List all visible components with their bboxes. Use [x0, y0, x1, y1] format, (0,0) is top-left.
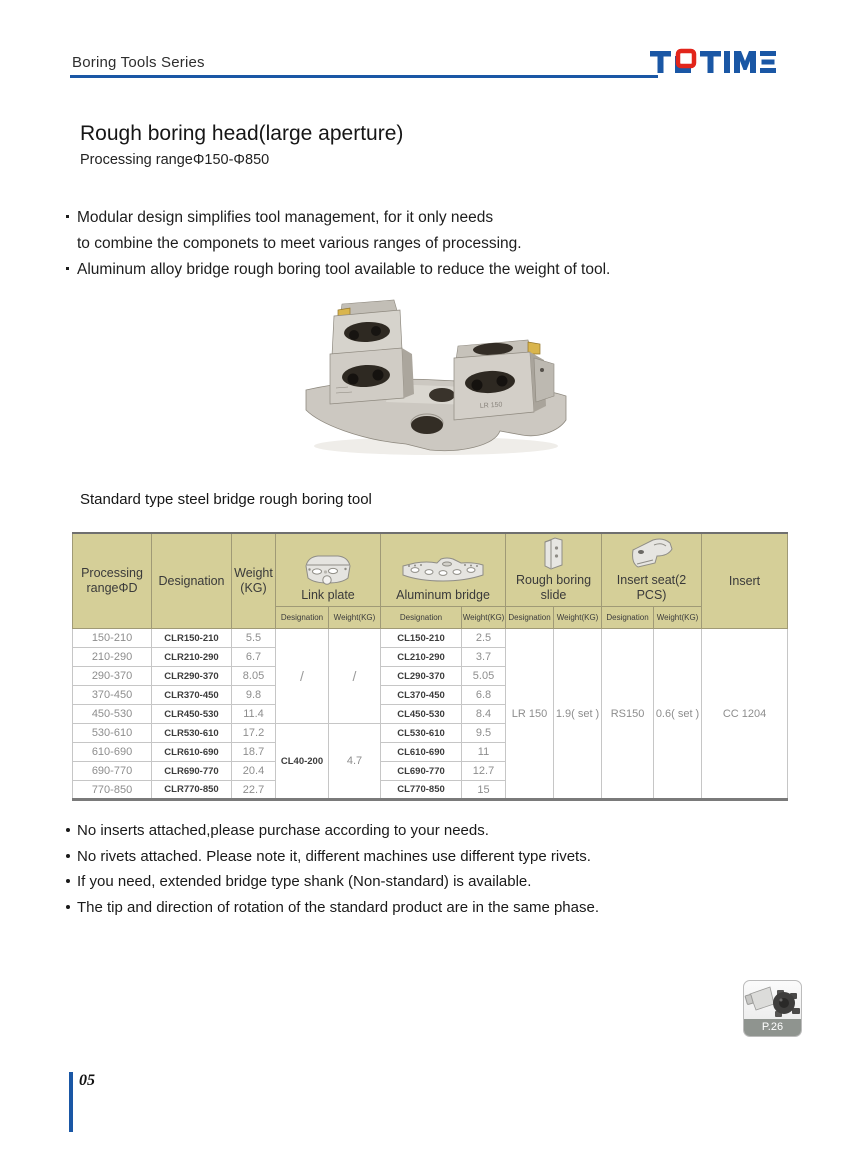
cell-bridge-weight: 6.8 [462, 686, 506, 705]
subheader-weight: Weight(KG) [654, 607, 702, 629]
cell-range: 370-450 [73, 686, 152, 705]
cell-weight: 11.4 [232, 705, 276, 724]
page-ref-card[interactable] [743, 980, 802, 1037]
cell-bridge-designation: CL690-770 [381, 762, 462, 781]
cell-insert: CC 1204 [702, 629, 788, 800]
spec-table [72, 532, 788, 801]
subheader-designation: Designation [602, 607, 654, 629]
cell-bridge-weight: 5.05 [462, 667, 506, 686]
table-row [73, 629, 788, 648]
notes-list [66, 818, 599, 920]
cell-bridge-weight: 15 [462, 781, 506, 800]
cell-designation: CLR290-370 [152, 667, 232, 686]
product-photo [290, 294, 582, 464]
cell-range: 530-610 [73, 724, 152, 743]
subheader-weight: Weight(KG) [462, 607, 506, 629]
insert-seat-icon [627, 536, 677, 572]
cell-link-plate-weight: 4.7 [329, 724, 381, 800]
header-link-plate: Link plate [276, 533, 381, 607]
header-aluminum-bridge: Aluminum bridge [381, 533, 506, 607]
cell-link-plate-weight: / [329, 629, 381, 724]
cell-range: 290-370 [73, 667, 152, 686]
cell-range: 770-850 [73, 781, 152, 800]
cell-weight: 8.05 [232, 667, 276, 686]
subheader-weight: Weight(KG) [329, 607, 381, 629]
cell-designation: CLR370-450 [152, 686, 232, 705]
cell-bridge-designation: CL150-210 [381, 629, 462, 648]
cell-seat-designation: RS150 [602, 629, 654, 800]
cell-weight: 22.7 [232, 781, 276, 800]
cell-weight: 5.5 [232, 629, 276, 648]
note-line: No rivets attached. Please note it, different machines use different type rivets. [66, 844, 599, 870]
header-processing-range: Processing rangeΦD [73, 533, 152, 629]
series-title: Boring Tools Series [72, 54, 205, 71]
aluminum-bridge-icon [399, 553, 487, 587]
feature-line-continuation: to combine the componets to meet various ranges of processing. [77, 235, 522, 252]
feature-line: Modular design simplifies tool management, for it only needs [66, 205, 610, 231]
cell-designation: CLR610-690 [152, 743, 232, 762]
cell-bridge-designation: CL450-530 [381, 705, 462, 724]
cell-designation: CLR210-290 [152, 648, 232, 667]
cell-designation: CLR770-850 [152, 781, 232, 800]
note-line: No inserts attached,please purchase according to your needs. [66, 818, 599, 844]
cell-bridge-weight: 2.5 [462, 629, 506, 648]
cell-designation: CLR150-210 [152, 629, 232, 648]
cell-range: 210-290 [73, 648, 152, 667]
cell-bridge-designation: CL290-370 [381, 667, 462, 686]
feature-line: Aluminum alloy bridge rough boring tool available to reduce the weight of tool. [66, 257, 610, 283]
tool-holder-icon [744, 981, 802, 1021]
page-number-bar [69, 1072, 73, 1132]
cell-link-plate-designation: / [276, 629, 329, 724]
cell-weight: 20.4 [232, 762, 276, 781]
page-number: 05 [79, 1072, 95, 1089]
note-line: If you need, extended bridge type shank (Non-standard) is available. [66, 869, 599, 895]
cell-range: 150-210 [73, 629, 152, 648]
cell-bridge-weight: 8.4 [462, 705, 506, 724]
cell-range: 610-690 [73, 743, 152, 762]
header-weight: Weight (KG) [232, 533, 276, 629]
rough-boring-slide-icon [541, 536, 567, 572]
table-caption: Standard type steel bridge rough boring tool [80, 491, 372, 508]
header-insert-seat: Insert seat(2 PCS) [602, 533, 702, 607]
cell-bridge-weight: 9.5 [462, 724, 506, 743]
cell-designation: CLR530-610 [152, 724, 232, 743]
cell-range: 450-530 [73, 705, 152, 724]
cell-range: 690-770 [73, 762, 152, 781]
cell-designation: CLR690-770 [152, 762, 232, 781]
header-designation: Designation [152, 533, 232, 629]
cell-bridge-weight: 12.7 [462, 762, 506, 781]
cell-seat-weight: 0.6( set ) [654, 629, 702, 800]
cell-designation: CLR450-530 [152, 705, 232, 724]
cell-bridge-designation: CL770-850 [381, 781, 462, 800]
feature-list [66, 205, 610, 283]
cell-bridge-designation: CL210-290 [381, 648, 462, 667]
cell-link-plate-designation: CL40-200 [276, 724, 329, 800]
product-title: Rough boring head(large aperture) [80, 122, 404, 145]
header-rule [70, 75, 658, 78]
subheader-designation: Designation [506, 607, 554, 629]
page-ref-label[interactable]: P.26 [744, 1019, 801, 1036]
cell-weight: 6.7 [232, 648, 276, 667]
processing-range-subtitle: Processing rangeΦ150-Φ850 [80, 152, 270, 168]
brand-logo-icon [650, 47, 776, 77]
cell-bridge-designation: CL370-450 [381, 686, 462, 705]
subheader-weight: Weight(KG) [554, 607, 602, 629]
cell-bridge-weight: 11 [462, 743, 506, 762]
cell-weight: 17.2 [232, 724, 276, 743]
cell-bridge-designation: CL530-610 [381, 724, 462, 743]
cell-bridge-weight: 3.7 [462, 648, 506, 667]
note-line: The tip and direction of rotation of the standard product are in the same phase. [66, 895, 599, 921]
cell-weight: 18.7 [232, 743, 276, 762]
cell-slide-designation: LR 150 [506, 629, 554, 800]
header-insert: Insert [702, 533, 788, 629]
svg-text:LR 150: LR 150 [479, 401, 503, 410]
cell-slide-weight: 1.9( set ) [554, 629, 602, 800]
subheader-designation: Designation [276, 607, 329, 629]
link-plate-icon [300, 553, 356, 587]
cell-weight: 9.8 [232, 686, 276, 705]
cell-bridge-designation: CL610-690 [381, 743, 462, 762]
header-rough-boring-slide: Rough boring slide [506, 533, 602, 607]
subheader-designation: Designation [381, 607, 462, 629]
